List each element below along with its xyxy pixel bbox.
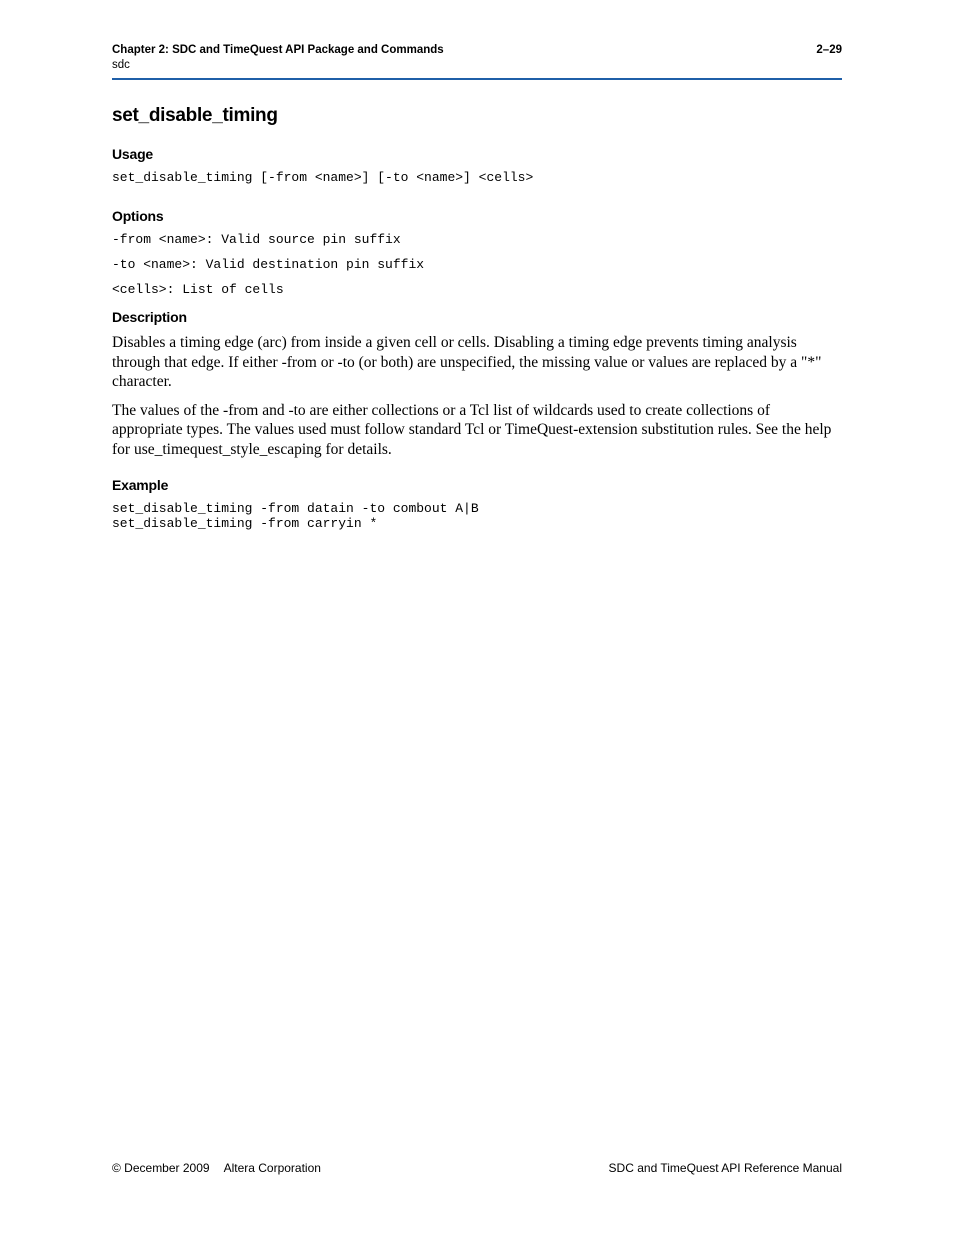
example-code-block: [112, 501, 842, 531]
options-heading: Options: [112, 208, 164, 224]
command-title: set_disable_timing: [112, 105, 278, 126]
example-line: set_disable_timing -from datain -to combout A|B: [112, 501, 479, 516]
option-to: -to <name>: Valid destination pin suffix: [112, 257, 425, 272]
page-header: [112, 42, 842, 80]
page-content: [112, 105, 842, 531]
header-section-name: sdc: [112, 59, 130, 71]
usage-syntax: set_disable_timing [-from <name>] [-to <name>] <cells>: [112, 170, 534, 185]
footer-manual-title: SDC and TimeQuest API Reference Manual: [608, 1161, 842, 1175]
footer-date: © December 2009: [112, 1161, 210, 1175]
description-paragraph: The values of the -from and -to are either collections or a Tcl list of wildcards used to create collections of appropriate types. The values used must follow standard Tcl or TimeQuest-extension substitution rules. See the help for use_timequest_style_escaping for details.: [112, 401, 832, 458]
usage-heading: Usage: [112, 146, 154, 162]
footer-company: Altera Corporation: [223, 1161, 321, 1175]
description-paragraph: Disables a timing edge (arc) from inside a given cell or cells. Disabling a timing edge prevents timing analysis through that edge. If either -from or -to (or both) are unspecified, the missing value or values are replaced by a "*" character.: [112, 334, 822, 390]
footer-left: [112, 1161, 321, 1175]
description-heading: Description: [112, 309, 187, 325]
option-from: -from <name>: Valid source pin suffix: [112, 232, 401, 247]
description-section: [112, 333, 842, 459]
usage-section: [112, 170, 842, 185]
header-chapter-title: Chapter 2: SDC and TimeQuest API Package and Commands: [112, 44, 444, 56]
example-heading: Example: [112, 477, 169, 493]
example-line: set_disable_timing -from carryin *: [112, 516, 378, 531]
option-cells: <cells>: List of cells: [112, 282, 284, 297]
options-list: [112, 232, 842, 297]
header-page-number: 2–29: [816, 44, 842, 56]
